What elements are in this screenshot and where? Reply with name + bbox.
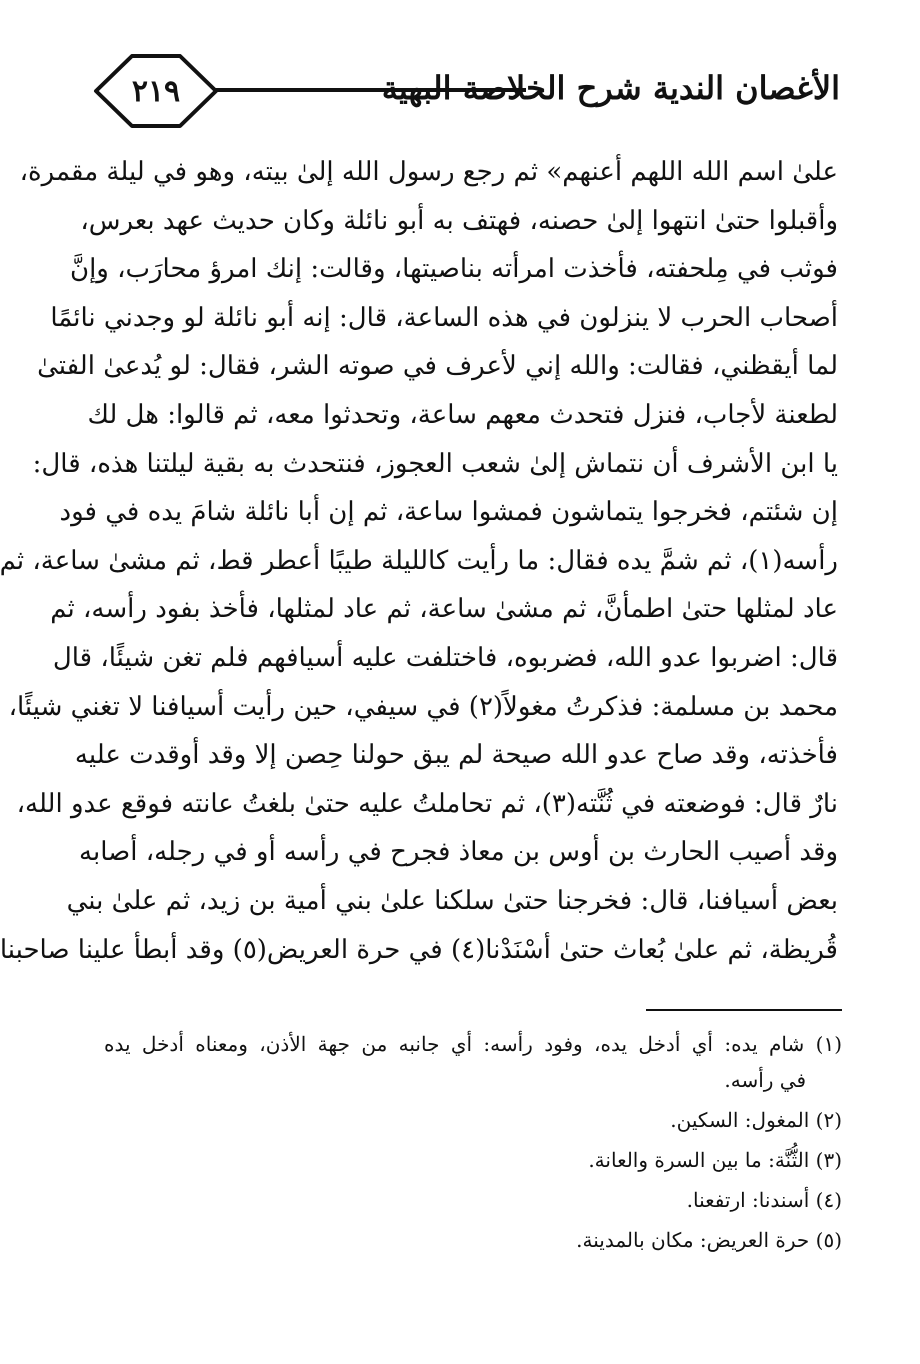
text-line: إن شئتم، فخرجوا يتماشون فمشوا ساعة، ثم إن أبا نائلة شامَ يده في فود: [59, 497, 838, 528]
text-line: نارٌ قال: فوضعته في ثُنَّته(٣)، ثم تحاملتُ عليه حتىٰ بلغتُ عانته فوقع عدو الله،: [16, 788, 838, 819]
text-line: وأقبلوا حتىٰ انتهوا إلىٰ حصنه، فهتف به أبو نائلة وكان حديث عهد بعرس،: [80, 205, 838, 236]
text-line: عاد لمثلها حتىٰ اطمأنَّ، ثم مشىٰ ساعة، ثم عاد لمثلها، فأخذ بفود رأسه، ثم: [50, 594, 838, 625]
footnote-3: (٣) الثُّنَّة: ما بين السرة والعانة.: [588, 1148, 842, 1172]
page-number: ٢١٩: [131, 73, 181, 109]
text-line: محمد بن مسلمة: فذكرتُ مغولاً(٢) في سيفي، حين رأيت أسيافنا لا تغني شيئًا،: [8, 691, 838, 722]
text-line: قال: اضربوا عدو الله، فضربوه، فاختلفت عليه أسيافهم فلم تغن شيئًا، قال: [52, 642, 838, 673]
footnote-1-continued: في رأسه.: [724, 1068, 806, 1092]
text-line: يا ابن الأشرف أن نتماش إلىٰ شعب العجوز، فنتحدث به بقية ليلتنا هذه، قال:: [32, 448, 838, 479]
text-line: أصحاب الحرب لا ينزلون في هذه الساعة، قال: إنه أبو نائلة لو وجدني نائمًا: [50, 302, 838, 333]
text-line: علىٰ اسم الله اللهم أعنهم» ثم رجع رسول الله إلىٰ بيته، وهو في ليلة مقمرة،: [19, 157, 838, 187]
main-text: [0, 148, 838, 974]
footnote-separator: [646, 1009, 842, 1011]
text-line: بعض أسيافنا، قال: فخرجنا حتىٰ سلكنا علىٰ بني أمية بن زيد، ثم علىٰ بني: [66, 885, 838, 916]
text-line: قُريظة، ثم علىٰ بُعاث حتىٰ أسْنَدْنا(٤) في حرة العريض(٥) وقد أبطأ علينا صاحبنا: [0, 934, 838, 965]
text-line: لما أيقظني، فقالت: والله إني لأعرف في صوته الشر، فقال: لو يُدعىٰ الفتىٰ: [37, 351, 838, 382]
footnote-5: (٥) حرة العريض: مكان بالمدينة.: [576, 1228, 842, 1252]
footnote-2: (٢) المغول: السكين.: [670, 1108, 842, 1132]
page-number-badge: [92, 52, 220, 130]
footnote-4: (٤) أسندنا: ارتفعنا.: [686, 1188, 842, 1212]
footnote-1: (١) شام يده: أي أدخل يده، وفود رأسه: أي جانبه من جهة الأذن، ومعناه أدخل يده: [104, 1032, 842, 1056]
text-line: لطعنة لأجاب، فنزل فتحدث معهم ساعة، وتحدثوا معه، ثم قالوا: هل لك: [87, 399, 838, 430]
footnotes: [104, 1026, 842, 1258]
text-line: وقد أصيب الحارث بن أوس بن معاذ فجرح في رأسه أو في رجله، أصابه: [79, 837, 838, 868]
running-title: الأغصان الندية شرح الخلاصة البهية: [381, 69, 840, 107]
text-line: فوثب في مِلحفته، فأخذت امرأته بناصيتها، وقالت: إنك امرؤ محارَب، وإنَّ: [69, 254, 838, 285]
text-line: رأسه(١)، ثم شمَّ يده فقال: ما رأيت كالليلة طيبًا أعطر قط، ثم مشىٰ ساعة، ثم: [0, 545, 838, 576]
text-line: فأخذته، وقد صاح عدو الله صيحة لم يبق حولنا حِصن إلا وقد أوقدت عليه: [74, 740, 838, 771]
page-header: [92, 52, 840, 130]
